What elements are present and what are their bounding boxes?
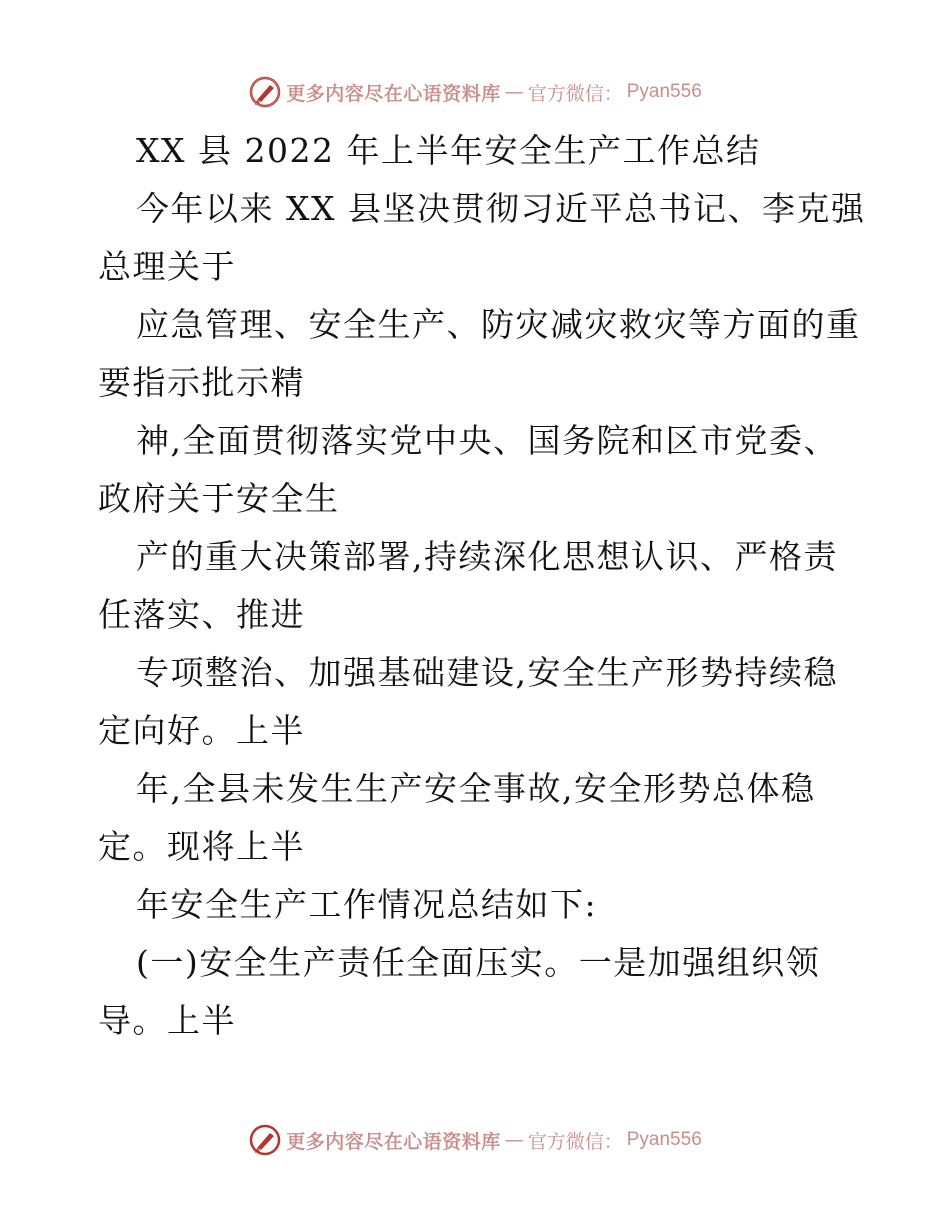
footer-banner	[0, 1118, 950, 1162]
text-line: 产的重大决策部署,持续深化思想认识、严格责	[136, 537, 838, 576]
text-line: 定。现将上半	[98, 827, 305, 866]
banner-separator: —	[504, 81, 524, 103]
header-banner	[0, 70, 950, 114]
text-line: (一)安全生产责任全面压实。一是加强组织领	[136, 943, 821, 982]
text-line: 今年以来 XX 县坚决贯彻习近平总书记、李克强	[136, 189, 866, 228]
text-line: 神,全面贯彻落实党中央、国务院和区市党委、	[136, 421, 838, 460]
document-title: XX 县 2022 年上半年安全生产工作总结	[136, 131, 761, 170]
banner-wechat-id: Pyan556	[626, 1129, 702, 1150]
banner-separator: —	[504, 1129, 524, 1151]
text-line: 政府关于安全生	[98, 479, 340, 518]
banner-site-text: 更多内容尽在心语资料库	[286, 1130, 501, 1153]
text-line: 专项整治、加强基础建设,安全生产形势持续稳	[136, 653, 838, 692]
text-line: 定向好。上半	[98, 711, 305, 750]
pen-logo-icon	[248, 1123, 282, 1157]
pen-logo-icon	[248, 75, 282, 109]
text-line: 总理关于	[98, 247, 236, 286]
document-body	[98, 122, 866, 1050]
text-line: 要指示批示精	[98, 363, 305, 402]
banner-site-text: 更多内容尽在心语资料库	[286, 82, 501, 105]
text-line: 任落实、推进	[98, 595, 305, 634]
text-line: 导。上半	[98, 1001, 236, 1040]
banner-wechat-label: 官方微信：	[527, 82, 623, 105]
text-line: 年安全生产工作情况总结如下:	[136, 885, 598, 924]
banner-wechat-label: 官方微信：	[527, 1130, 623, 1153]
text-line: 年,全县未发生生产安全事故,安全形势总体稳	[136, 769, 816, 808]
banner-wechat-id: Pyan556	[626, 81, 702, 102]
text-line: 应急管理、安全生产、防灾减灾救灾等方面的重	[136, 305, 861, 344]
